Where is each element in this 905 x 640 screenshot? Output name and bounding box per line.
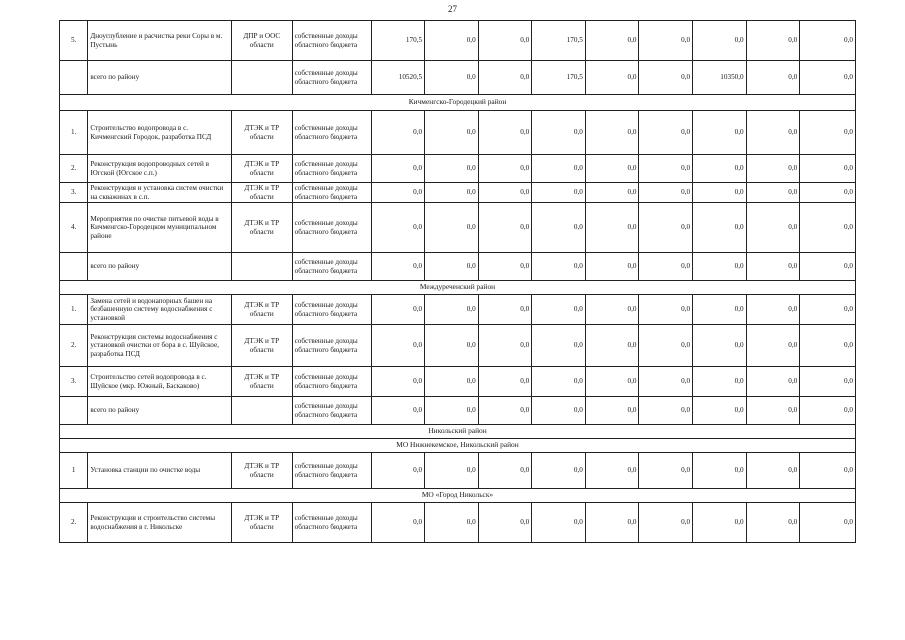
value-cell: 0,0 [425, 203, 479, 253]
section-title: Междуреченский район [60, 281, 856, 295]
value-cell: 0,0 [693, 111, 747, 155]
value-cell: 0,0 [639, 453, 693, 489]
row-number: 2. [60, 155, 88, 183]
value-cell: 0,0 [693, 503, 747, 543]
value-cell: 0,0 [532, 397, 586, 425]
value-cell: 0,0 [639, 397, 693, 425]
section-header-row [60, 489, 856, 503]
table-body [60, 21, 856, 543]
project-name: Реконструкция и строительство системы водоснабжения в г. Никольске [88, 503, 232, 543]
value-cell: 0,0 [746, 61, 800, 95]
value-cell: 0,0 [532, 295, 586, 325]
value-cell: 0,0 [478, 503, 532, 543]
value-cell: 0,0 [746, 397, 800, 425]
value-cell: 0,0 [372, 295, 425, 325]
project-name: Замена сетей и водонапорных башен на безбашенную систему водоснабжения с установкой [88, 295, 232, 325]
value-cell: 0,0 [478, 21, 532, 61]
section-header-row [60, 439, 856, 453]
row-number: 3. [60, 183, 88, 203]
executor-cell [231, 397, 292, 425]
project-name: Установка станции по очистке воды [88, 453, 232, 489]
project-name: Мероприятия по очистке питьевой воды в Кичменгско-Городецком муниципальном районе [88, 203, 232, 253]
value-cell: 0,0 [800, 453, 856, 489]
value-cell: 0,0 [372, 325, 425, 367]
value-cell: 0,0 [639, 111, 693, 155]
value-cell: 0,0 [746, 111, 800, 155]
value-cell: 0,0 [746, 253, 800, 281]
section-title: Кичменгско-Городецкий район [60, 95, 856, 111]
value-cell: 0,0 [425, 21, 479, 61]
executor-cell: ДТЭК и ТР области [231, 503, 292, 543]
section-title: МО Нижнекемское, Никольский район [60, 439, 856, 453]
funding-source: собственные доходы областного бюджета [292, 61, 372, 95]
value-cell: 0,0 [585, 155, 639, 183]
table-row [60, 203, 856, 253]
value-cell: 0,0 [425, 253, 479, 281]
funding-source: собственные доходы областного бюджета [292, 203, 372, 253]
project-name: Реконструкция системы водоснабжения с установкой очистки от бора в с. Шуйское, разработка ПСД [88, 325, 232, 367]
value-cell: 0,0 [639, 61, 693, 95]
value-cell: 0,0 [746, 21, 800, 61]
value-cell: 0,0 [800, 155, 856, 183]
funding-source: собственные доходы областного бюджета [292, 183, 372, 203]
value-cell: 0,0 [746, 453, 800, 489]
value-cell: 0,0 [425, 325, 479, 367]
value-cell: 0,0 [800, 397, 856, 425]
section-title: Никольский район [60, 425, 856, 439]
executor-cell: ДТЭК и ТР области [231, 325, 292, 367]
funding-source: собственные доходы областного бюджета [292, 325, 372, 367]
value-cell: 0,0 [478, 61, 532, 95]
value-cell: 0,0 [532, 253, 586, 281]
value-cell: 0,0 [532, 325, 586, 367]
value-cell: 0,0 [478, 111, 532, 155]
value-cell: 10520,5 [372, 61, 425, 95]
value-cell: 0,0 [800, 183, 856, 203]
value-cell: 0,0 [478, 183, 532, 203]
page-number: 27 [448, 4, 457, 14]
value-cell: 0,0 [425, 111, 479, 155]
table-row [60, 397, 856, 425]
value-cell: 0,0 [693, 203, 747, 253]
funding-source: собственные доходы областного бюджета [292, 453, 372, 489]
project-name: Реконструкция водопроводных сетей в Югской (Югское с.п.) [88, 155, 232, 183]
value-cell: 0,0 [639, 367, 693, 397]
funding-source: собственные доходы областного бюджета [292, 503, 372, 543]
funding-source: собственные доходы областного бюджета [292, 397, 372, 425]
table-row [60, 367, 856, 397]
executor-cell: ДТЭК и ТР области [231, 155, 292, 183]
value-cell: 0,0 [585, 453, 639, 489]
value-cell: 0,0 [585, 503, 639, 543]
funding-source: собственные доходы областного бюджета [292, 367, 372, 397]
value-cell: 0,0 [585, 21, 639, 61]
value-cell: 0,0 [746, 203, 800, 253]
project-name: Строительство водопровода в с. Кичменгский Городок, разработка ПСД [88, 111, 232, 155]
value-cell: 0,0 [746, 325, 800, 367]
executor-cell: ДТЭК и ТР области [231, 453, 292, 489]
row-number: 2. [60, 503, 88, 543]
value-cell: 0,0 [478, 367, 532, 397]
value-cell: 0,0 [585, 325, 639, 367]
executor-cell: ДТЭК и ТР области [231, 367, 292, 397]
value-cell: 0,0 [585, 61, 639, 95]
value-cell: 0,0 [425, 453, 479, 489]
value-cell: 0,0 [800, 295, 856, 325]
section-header-row [60, 281, 856, 295]
value-cell: 0,0 [746, 183, 800, 203]
value-cell: 170,5 [532, 61, 586, 95]
value-cell: 0,0 [693, 397, 747, 425]
value-cell: 0,0 [585, 111, 639, 155]
value-cell: 0,0 [639, 21, 693, 61]
value-cell: 0,0 [693, 295, 747, 325]
value-cell: 0,0 [532, 453, 586, 489]
table-row [60, 21, 856, 61]
value-cell: 0,0 [693, 367, 747, 397]
row-number: 2. [60, 325, 88, 367]
row-number: 3. [60, 367, 88, 397]
executor-cell: ДТЭК и ТР области [231, 111, 292, 155]
value-cell: 0,0 [639, 155, 693, 183]
value-cell: 0,0 [372, 367, 425, 397]
value-cell: 0,0 [372, 453, 425, 489]
value-cell: 0,0 [532, 203, 586, 253]
value-cell: 170,5 [532, 21, 586, 61]
value-cell: 0,0 [639, 253, 693, 281]
table-row [60, 503, 856, 543]
value-cell: 0,0 [693, 253, 747, 281]
value-cell: 0,0 [800, 503, 856, 543]
value-cell: 0,0 [585, 367, 639, 397]
value-cell: 0,0 [639, 183, 693, 203]
table-row [60, 183, 856, 203]
value-cell: 0,0 [478, 295, 532, 325]
value-cell: 0,0 [478, 453, 532, 489]
table-row [60, 61, 856, 95]
value-cell: 0,0 [372, 155, 425, 183]
section-title: МО «Город Никольск» [60, 489, 856, 503]
funding-source: собственные доходы областного бюджета [292, 21, 372, 61]
value-cell: 0,0 [585, 397, 639, 425]
funding-source: собственные доходы областного бюджета [292, 295, 372, 325]
value-cell: 0,0 [478, 253, 532, 281]
row-number [60, 61, 88, 95]
value-cell: 0,0 [800, 253, 856, 281]
executor-cell [231, 253, 292, 281]
value-cell: 0,0 [372, 503, 425, 543]
funding-source: собственные доходы областного бюджета [292, 253, 372, 281]
value-cell: 0,0 [372, 203, 425, 253]
executor-cell [231, 61, 292, 95]
value-cell: 0,0 [693, 325, 747, 367]
value-cell: 0,0 [800, 61, 856, 95]
executor-cell: ДТЭК и ТР области [231, 183, 292, 203]
row-number: 5. [60, 21, 88, 61]
value-cell: 0,0 [425, 61, 479, 95]
executor-cell: ДТЭК и ТР области [231, 295, 292, 325]
value-cell: 0,0 [746, 503, 800, 543]
value-cell: 0,0 [372, 183, 425, 203]
value-cell: 0,0 [532, 155, 586, 183]
value-cell: 0,0 [478, 203, 532, 253]
value-cell: 0,0 [532, 183, 586, 203]
executor-cell: ДТЭК и ТР области [231, 203, 292, 253]
value-cell: 0,0 [532, 111, 586, 155]
value-cell: 0,0 [425, 397, 479, 425]
value-cell: 0,0 [532, 503, 586, 543]
project-name: Дноуглубление и расчистка реки Соры в м. Пустынь [88, 21, 232, 61]
section-header-row [60, 95, 856, 111]
row-number: 4. [60, 203, 88, 253]
value-cell: 0,0 [639, 325, 693, 367]
value-cell: 0,0 [639, 503, 693, 543]
row-number [60, 253, 88, 281]
value-cell: 0,0 [639, 203, 693, 253]
value-cell: 0,0 [478, 155, 532, 183]
project-name: всего по району [88, 61, 232, 95]
row-number: 1. [60, 295, 88, 325]
value-cell: 0,0 [693, 155, 747, 183]
value-cell: 0,0 [425, 155, 479, 183]
table-row [60, 253, 856, 281]
value-cell: 0,0 [585, 183, 639, 203]
table-row [60, 111, 856, 155]
value-cell: 0,0 [372, 397, 425, 425]
value-cell: 0,0 [639, 295, 693, 325]
value-cell: 0,0 [693, 183, 747, 203]
row-number [60, 397, 88, 425]
table-row [60, 453, 856, 489]
value-cell: 0,0 [478, 325, 532, 367]
value-cell: 0,0 [478, 397, 532, 425]
section-header-row [60, 425, 856, 439]
funding-source: собственные доходы областного бюджета [292, 111, 372, 155]
value-cell: 0,0 [585, 295, 639, 325]
value-cell: 0,0 [693, 453, 747, 489]
value-cell: 0,0 [746, 295, 800, 325]
budget-table [59, 20, 856, 543]
value-cell: 0,0 [532, 367, 586, 397]
value-cell: 0,0 [800, 325, 856, 367]
executor-cell: ДПР и ООС области [231, 21, 292, 61]
table-row [60, 155, 856, 183]
project-name: всего по району [88, 253, 232, 281]
value-cell: 0,0 [800, 21, 856, 61]
value-cell: 0,0 [746, 367, 800, 397]
value-cell: 0,0 [425, 295, 479, 325]
value-cell: 0,0 [800, 367, 856, 397]
value-cell: 0,0 [425, 503, 479, 543]
project-name: Реконструкция и установка систем очистки на скважинах в с.п. [88, 183, 232, 203]
value-cell: 0,0 [425, 367, 479, 397]
table-row [60, 295, 856, 325]
value-cell: 0,0 [585, 203, 639, 253]
project-name: всего по району [88, 397, 232, 425]
value-cell: 0,0 [693, 21, 747, 61]
value-cell: 170,5 [372, 21, 425, 61]
table-row [60, 325, 856, 367]
row-number: 1 [60, 453, 88, 489]
value-cell: 0,0 [585, 253, 639, 281]
value-cell: 0,0 [372, 111, 425, 155]
value-cell: 0,0 [372, 253, 425, 281]
row-number: 1. [60, 111, 88, 155]
project-name: Строительство сетей водопровода в с. Шуйское (мкр. Южный, Баскаково) [88, 367, 232, 397]
value-cell: 10350,0 [693, 61, 747, 95]
value-cell: 0,0 [746, 155, 800, 183]
value-cell: 0,0 [800, 111, 856, 155]
value-cell: 0,0 [425, 183, 479, 203]
value-cell: 0,0 [800, 203, 856, 253]
funding-source: собственные доходы областного бюджета [292, 155, 372, 183]
